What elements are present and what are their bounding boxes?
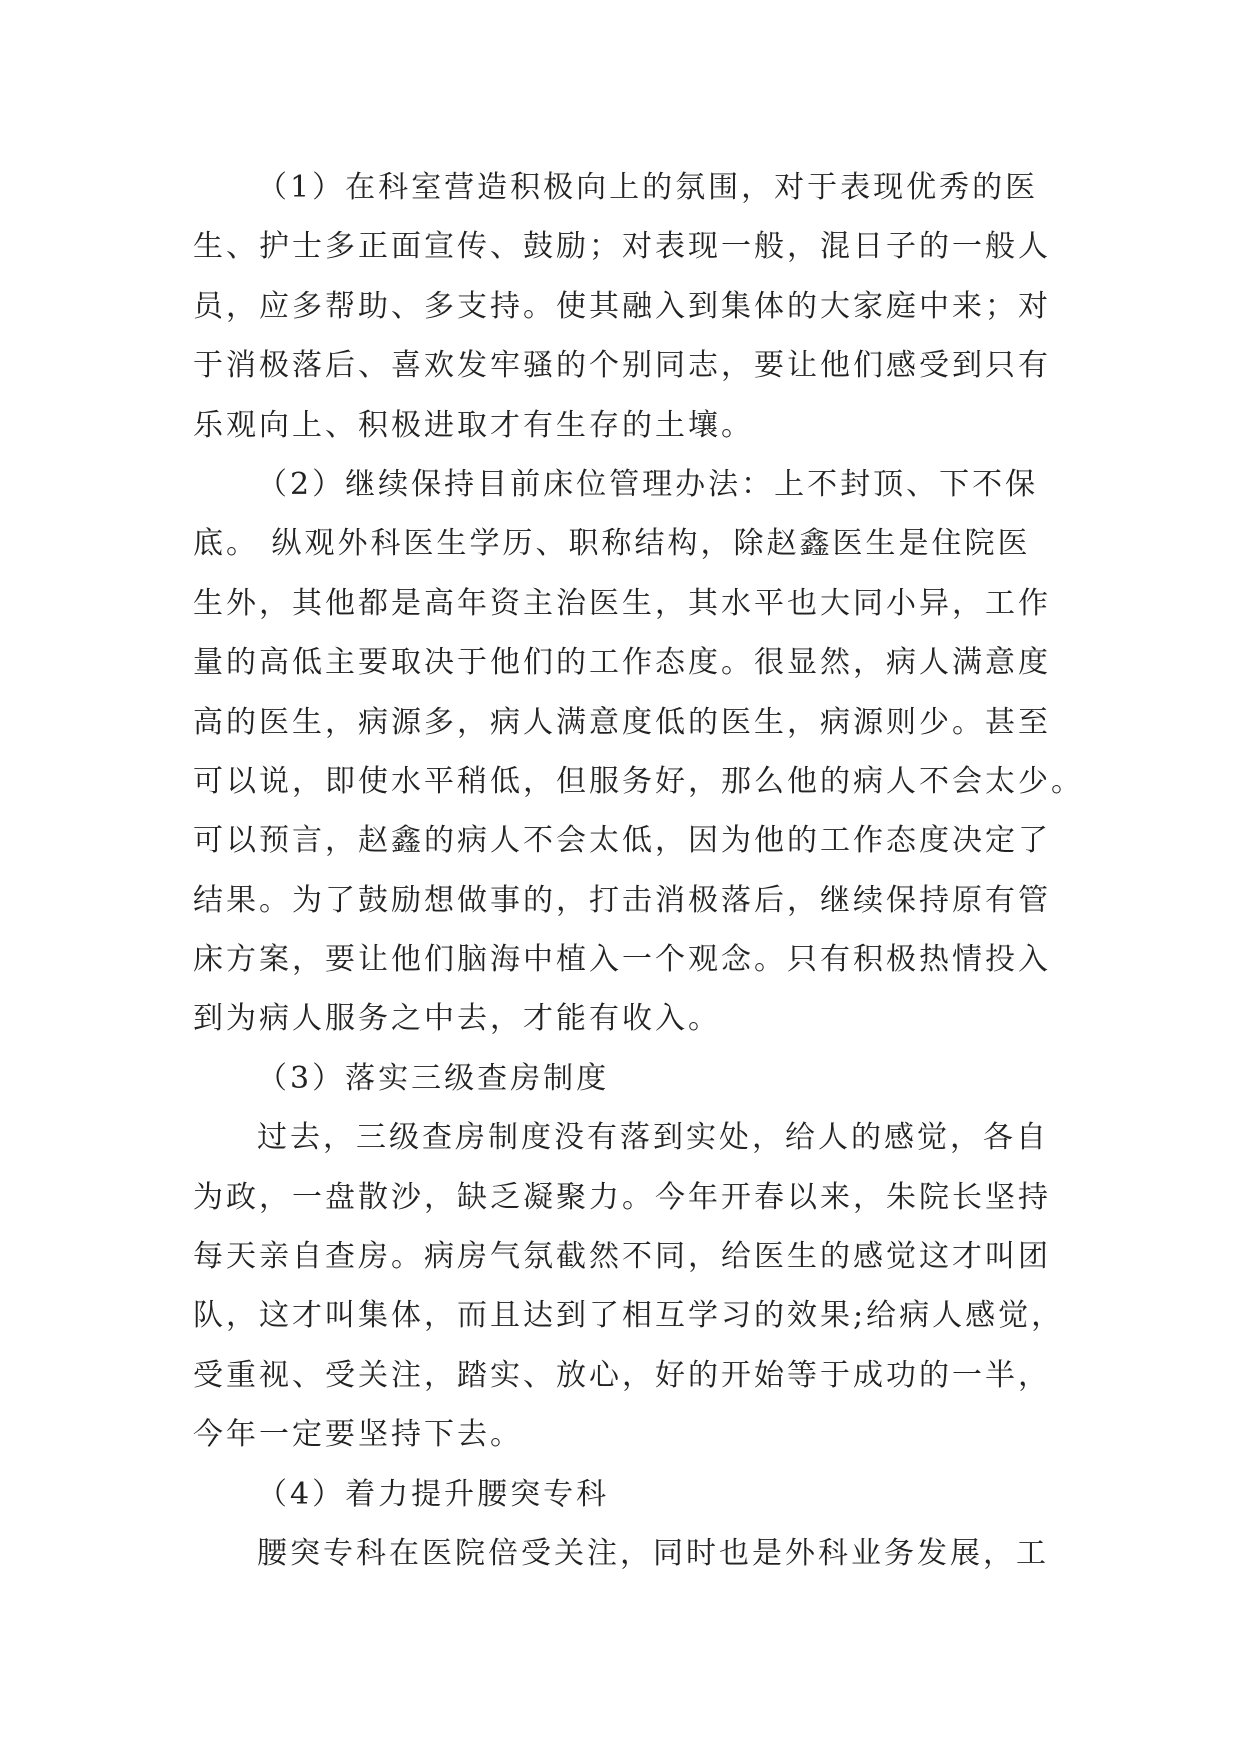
paragraph-1-line-5: 乐观向上、积极进取才有生存的土壤。	[193, 407, 754, 443]
paragraph-2-line-5: 高的医生，病源多，病人满意度低的医生，病源则少。甚至	[193, 704, 1051, 740]
paragraph-4-line-1: 腰突专科在医院倍受关注，同时也是外科业务发展，工	[257, 1535, 1049, 1571]
paragraph-3-line-4: 队，这才叫集体，而且达到了相互学习的效果;给病人感觉，	[193, 1298, 1065, 1334]
body-text	[193, 158, 1084, 1583]
paragraph-2-line-7: 可以预言，赵鑫的病人不会太低，因为他的工作态度决定了	[193, 823, 1051, 859]
paragraph-2-line-3: 生外，其他都是高年资主治医生，其水平也大同小异，工作	[193, 585, 1051, 621]
section-heading-4: （4）着力提升腰突专科	[257, 1476, 610, 1512]
paragraph-2-line-10: 到为病人服务之中去，才能有收入。	[193, 1001, 721, 1037]
paragraph-2-line-4: 量的高低主要取决于他们的工作态度。很显然，病人满意度	[193, 645, 1051, 681]
paragraph-2-line-6: 可以说，即使水平稍低，但服务好，那么他的病人不会太少。	[193, 763, 1084, 799]
paragraph-1-line-1: （1）在科室营造积极向上的氛围，对于表现优秀的医	[257, 170, 1039, 205]
paragraph-3-line-2: 为政，一盘散沙，缺乏凝聚力。今年开春以来，朱院长坚持	[193, 1179, 1051, 1215]
paragraph-2-line-8: 结果。为了鼓励想做事的，打击消极落后，继续保持原有管	[193, 882, 1051, 918]
paragraph-2-line-9: 床方案，要让他们脑海中植入一个观念。只有积极热情投入	[193, 942, 1051, 978]
paragraph-1-line-3: 员，应多帮助、多支持。使其融入到集体的大家庭中来；对	[193, 288, 1051, 324]
paragraph-2-line-2: 底。 纵观外科医生学历、职称结构，除赵鑫医生是住院医	[193, 526, 1031, 562]
paragraph-2-line-1: （2）继续保持目前床位管理办法：上不封顶、下不保	[257, 466, 1039, 502]
paragraph-1-line-2: 生、护士多正面宣传、鼓励；对表现一般，混日子的一般人	[193, 229, 1051, 265]
section-heading-3: （3）落实三级查房制度	[257, 1060, 610, 1096]
paragraph-3-line-6: 今年一定要坚持下去。	[193, 1417, 523, 1453]
paragraph-3-line-1: 过去，三级查房制度没有落到实处，给人的感觉，各自	[257, 1120, 1049, 1156]
paragraph-3-line-3: 每天亲自查房。病房气氛截然不同，给医生的感觉这才叫团	[193, 1239, 1051, 1275]
paragraph-3-line-5: 受重视、受关注，踏实、放心，好的开始等于成功的一半，	[193, 1357, 1051, 1393]
paragraph-1-line-4: 于消极落后、喜欢发牢骚的个别同志，要让他们感受到只有	[193, 348, 1051, 384]
